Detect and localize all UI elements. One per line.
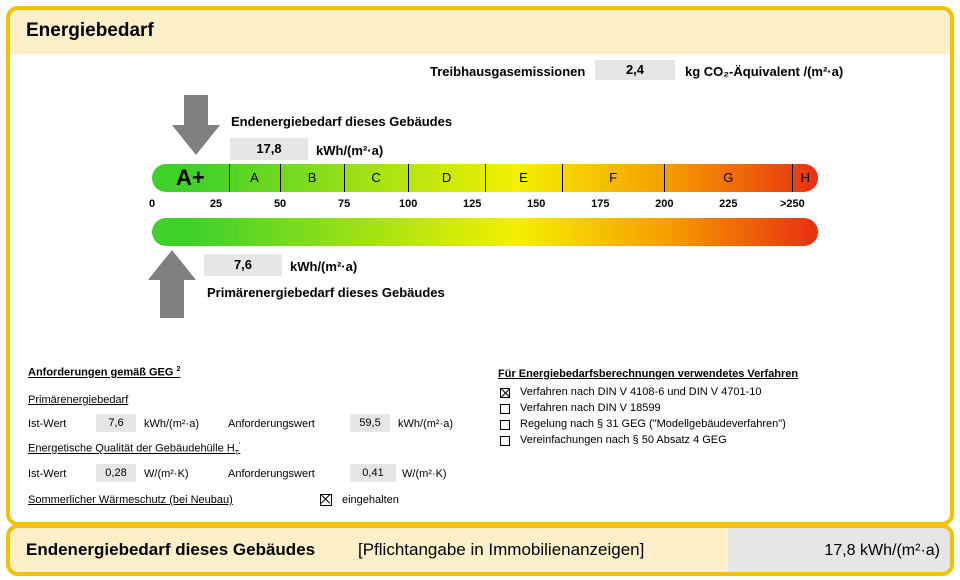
primary-energy-value: 7,6: [204, 254, 282, 276]
scale-tick-labels: [148, 198, 818, 214]
emissions-unit: kg CO₂-Äquivalent /(m²·a): [685, 64, 844, 79]
anf-value-primary: 59,5: [350, 414, 390, 432]
energy-class-d: D: [441, 170, 452, 185]
footer-value: 17,8 kWh/(m²·a): [824, 542, 940, 559]
anf-unit-primary: kWh/(m²·a): [398, 418, 453, 430]
ist-unit-primary: kWh/(m²·a): [144, 418, 199, 430]
requirements-title: Anforderungen gemäß GEG $^2$: [28, 366, 181, 379]
primary-energy-arrow-icon: [148, 250, 196, 323]
end-energy-value: 17,8: [230, 138, 308, 160]
ist-unit-ht: W/(m²·K): [144, 468, 189, 480]
emissions-label: Treibhausgasemissionen: [430, 64, 586, 79]
energy-class-b: B: [307, 170, 317, 185]
energy-class-e: E: [519, 170, 528, 185]
ist-value-primary: 7,6: [96, 414, 136, 432]
energy-gradient-bar: [152, 218, 818, 246]
scale-tick: 225: [719, 198, 738, 210]
primary-energy-unit: kWh/(m²·a): [290, 259, 358, 274]
summer-checkbox[interactable]: [320, 494, 332, 506]
energy-class-a: A: [250, 170, 259, 185]
summer-label: Sommerlicher Wärmeschutz (bei Neubau): [28, 494, 233, 506]
anf-label-primary: Anforderungswert: [228, 418, 315, 430]
scale-tick: 100: [398, 198, 418, 210]
method-label: Verfahren nach DIN V 4108-6 und DIN V 4701-10: [520, 386, 762, 398]
ist-label-primary: Ist-Wert: [28, 418, 67, 430]
panel-title: Energiebedarf: [26, 20, 154, 41]
quality-heading: Energetische Qualität der Gebäudehülle $H_T'$: [28, 442, 241, 457]
scale-tick: 150: [527, 198, 546, 210]
energy-class-h: H: [800, 170, 810, 185]
energy-class-scale: [152, 164, 818, 192]
method-label: Verfahren nach DIN V 18599: [520, 402, 661, 414]
scale-tick: 75: [337, 198, 351, 210]
summer-value: eingehalten: [342, 494, 399, 506]
end-energy-arrow-icon: [172, 95, 220, 160]
footer-bar: [6, 524, 954, 576]
method-checkbox[interactable]: [500, 420, 510, 430]
primary-energy-label: Primärenergiebedarf dieses Gebäudes: [207, 285, 445, 300]
energy-class-f: F: [609, 170, 618, 185]
footer-value-box: [728, 528, 950, 572]
method-checkbox[interactable]: [500, 436, 510, 446]
method-label: Regelung nach § 31 GEG ("Modellgebäudeverfahren"): [520, 418, 786, 430]
method-label: Vereinfachungen nach § 50 Absatz 4 GEG: [520, 434, 727, 446]
energy-class-c: C: [371, 170, 381, 185]
end-energy-label: Endenergiebedarf dieses Gebäudes: [231, 114, 453, 129]
anf-value-ht: 0,41: [350, 464, 396, 482]
scale-tick: 25: [209, 198, 223, 210]
primary-heading: Primärenergiebedarf: [28, 394, 129, 406]
ist-value-ht: 0,28: [96, 464, 136, 482]
scale-tick: 175: [591, 198, 610, 210]
ist-label-ht: Ist-Wert: [28, 468, 67, 480]
scale-tick: 125: [463, 198, 482, 210]
scale-tick: 0: [148, 198, 156, 210]
footer-note: [Pflichtangabe in Immobilienanzeigen]: [358, 540, 645, 559]
end-energy-unit: kWh/(m²·a): [316, 143, 384, 158]
energy-class-g: G: [723, 170, 734, 185]
scale-tick: >250: [779, 198, 805, 210]
anf-unit-ht: W/(m²·K): [402, 468, 447, 480]
energy-demand-panel: [6, 6, 954, 526]
anf-label-ht: Anforderungswert: [228, 468, 315, 480]
method-checkbox[interactable]: [500, 388, 510, 398]
scale-tick: 200: [655, 198, 674, 210]
emissions-value: 2,4: [595, 60, 675, 80]
scale-tick: 50: [273, 198, 287, 210]
panel-header: [10, 10, 950, 54]
footer-title: Endenergiebedarf dieses Gebäudes: [26, 540, 316, 559]
energy-class-a-plus: A+: [176, 165, 205, 190]
methods-title: Für Energiebedarfsberechnungen verwendetes Verfahren: [498, 368, 799, 380]
method-checkbox[interactable]: [500, 404, 510, 414]
